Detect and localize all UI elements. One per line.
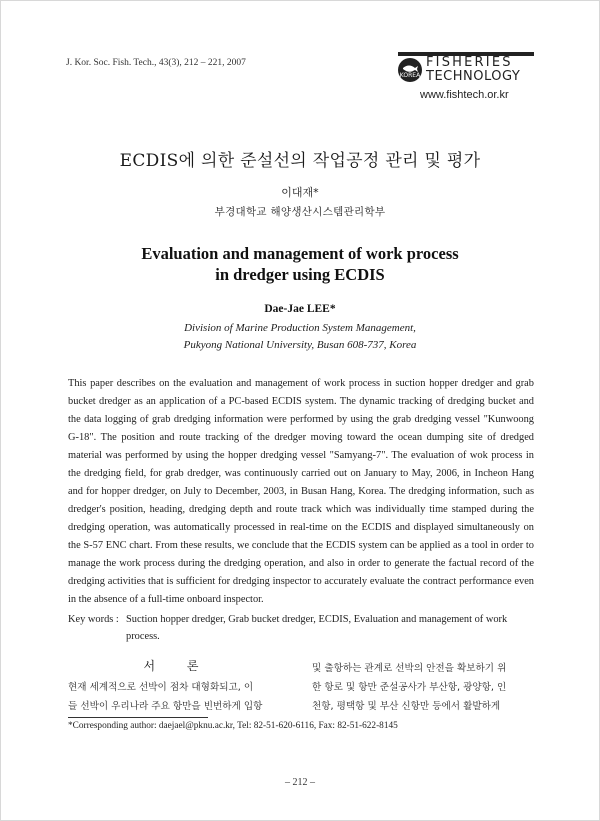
title-english	[0, 243, 600, 285]
affiliation-english	[0, 320, 600, 354]
journal-reference: J. Kor. Soc. Fish. Tech., 43(3), 212 – 221, 2007	[66, 58, 246, 68]
body-right-line: 및 출항하는 관계로 선박의 안전을 확보하기 위	[312, 663, 507, 674]
keywords-label: Key words :	[68, 614, 119, 625]
abstract-text: This paper describes on the evaluation and management of work process in suction hopper dredger and grab bucket dredger as an application of a PC-based ECDIS system. The dynamic tracking of dredging bucket and the data logging of grab dredging information were performed by using the grab dredging vessel "Kunwoong G-18". The position and route tracking of the dredger moving toward the ocean dumping site of dredged material was performed by using the hopper dredging vessel "Samyang-7". The evaluation of wok process in the dredging field, for grab dredger, was continuously carried out on January to May, 2006, in Incheon Hang and for hopper dredger, on July to December, 2003, in Busan Hang, Korea. The dredging information, such as dredger's position, heading, dredging depth and route track which was individually time stamped during the dredging operation, was automatically processed in real-time on the ECDIS and displayed simultaneously on the S-57 ENC chart. From these results, we conclude that the ECDIS system can be applied as a tool in order to manage the work process during the dredging operation, and also in order to generate the factual record of the dredging activities that is sufficient for dredging inspector to accurately evaluate the contract performance even in the absence of a full-time onboard inspector.	[68, 378, 534, 605]
body-right-line: 한 항로 및 항만 준설공사가 부산항, 광양항, 인	[312, 682, 507, 693]
keywords-text: Suction hopper dredger, Grab bucket dredger, ECDIS, Evaluation and management of work process.	[126, 614, 508, 642]
body-column-right	[312, 659, 534, 716]
affiliation-english-line1: Division of Marine Production System Management,	[184, 322, 416, 334]
title-english-line2: in dredger using ECDIS	[215, 265, 385, 284]
corresponding-author-footnote: *Corresponding author: daejael@pknu.ac.kr, Tel: 82-51-620-6116, Fax: 82-51-622-8145	[68, 721, 398, 731]
fish-emblem-icon	[398, 58, 422, 82]
body-left-line: 들 선박이 우리나라 주요 항만을 빈번하게 입항	[68, 701, 263, 712]
logo-title-line2: TECHNOLOGY	[426, 69, 521, 84]
body-right-line: 천항, 평택항 및 부산 신항만 등에서 활발하게	[312, 701, 501, 712]
author-english: Dae-Jae LEE*	[264, 303, 336, 315]
logo-emblem-text: KOREA	[399, 72, 421, 79]
title-english-line1: Evaluation and management of work process	[141, 244, 459, 263]
journal-logo	[398, 52, 534, 82]
section-heading-introduction: 서 론	[143, 659, 213, 673]
body-left-line: 현재 세계적으로 선박이 점차 대형화되고, 이	[68, 682, 254, 693]
footnote-divider	[68, 717, 208, 718]
journal-website: www.fishtech.or.kr	[420, 89, 509, 101]
page-number: – 212 –	[285, 777, 315, 788]
keywords	[68, 611, 534, 645]
affiliation-korean: 부경대학교 해양생산시스템관리학부	[214, 206, 386, 218]
title-korean: ECDIS에 의한 준설선의 작업공정 관리 및 평가	[119, 151, 481, 171]
author-korean: 이대재*	[281, 186, 319, 199]
body-column-left	[68, 678, 288, 716]
affiliation-english-line2: Pukyong National University, Busan 608-737, Korea	[183, 339, 417, 351]
logo-title-line1: FISHERIES	[426, 55, 513, 70]
